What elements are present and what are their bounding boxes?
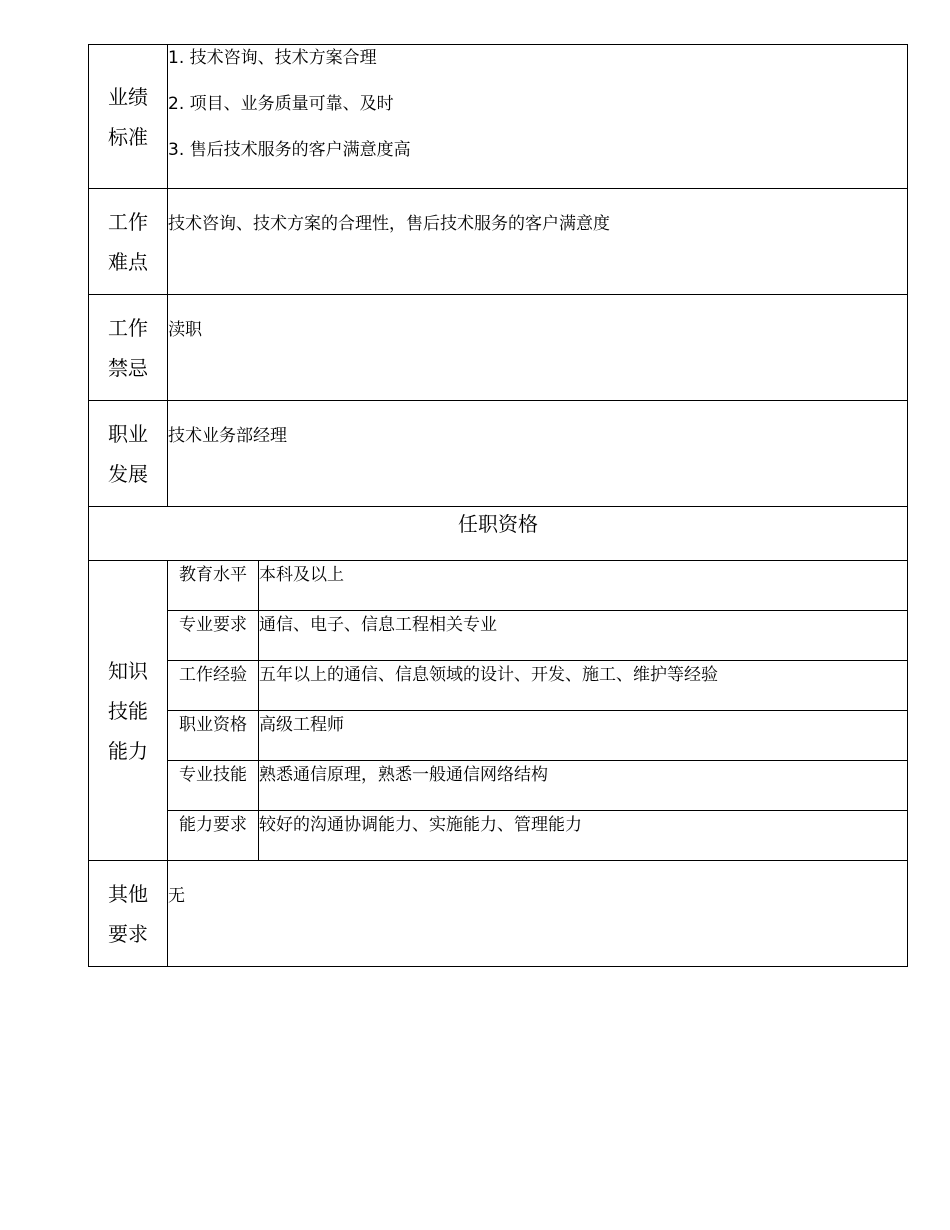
taboo-label: 工作 禁忌 [89, 295, 168, 401]
performance-value [168, 45, 908, 189]
performance-label: 业绩 标准 [89, 45, 168, 189]
knowledge-row [89, 561, 908, 611]
qualification-title-row [89, 507, 908, 561]
experience-label: 工作经验 [168, 661, 259, 711]
knowledge-row [89, 761, 908, 811]
ability-label: 能力要求 [168, 811, 259, 861]
performance-item: 3. 售后技术服务的客户满意度高 [168, 140, 411, 160]
other-label: 其他 要求 [89, 861, 168, 967]
knowledge-row [89, 711, 908, 761]
career-label: 职业 发展 [89, 401, 168, 507]
performance-row [89, 45, 908, 189]
knowledge-row [89, 811, 908, 861]
skills-label: 专业技能 [168, 761, 259, 811]
education-label: 教育水平 [168, 561, 259, 611]
certification-value: 高级工程师 [259, 711, 908, 761]
knowledge-label: 知识 技能 能力 [89, 561, 168, 861]
major-value: 通信、电子、信息工程相关专业 [259, 611, 908, 661]
other-row [89, 861, 908, 967]
major-label: 专业要求 [168, 611, 259, 661]
difficulty-row [89, 189, 908, 295]
job-description-table [88, 44, 908, 967]
knowledge-row [89, 611, 908, 661]
skills-value: 熟悉通信原理，熟悉一般通信网络结构 [259, 761, 908, 811]
taboo-value: 渎职 [168, 295, 908, 401]
other-value: 无 [168, 861, 908, 967]
experience-value: 五年以上的通信、信息领域的设计、开发、施工、维护等经验 [259, 661, 908, 711]
qualification-title: 任职资格 [89, 507, 908, 561]
ability-value: 较好的沟通协调能力、实施能力、管理能力 [259, 811, 908, 861]
taboo-row [89, 295, 908, 401]
education-value: 本科及以上 [259, 561, 908, 611]
knowledge-row [89, 661, 908, 711]
difficulty-value: 技术咨询、技术方案的合理性，售后技术服务的客户满意度 [168, 189, 908, 295]
career-value: 技术业务部经理 [168, 401, 908, 507]
performance-item: 2. 项目、业务质量可靠、及时 [168, 94, 394, 114]
difficulty-label: 工作 难点 [89, 189, 168, 295]
career-row [89, 401, 908, 507]
performance-item: 1. 技术咨询、技术方案合理 [168, 48, 377, 68]
certification-label: 职业资格 [168, 711, 259, 761]
